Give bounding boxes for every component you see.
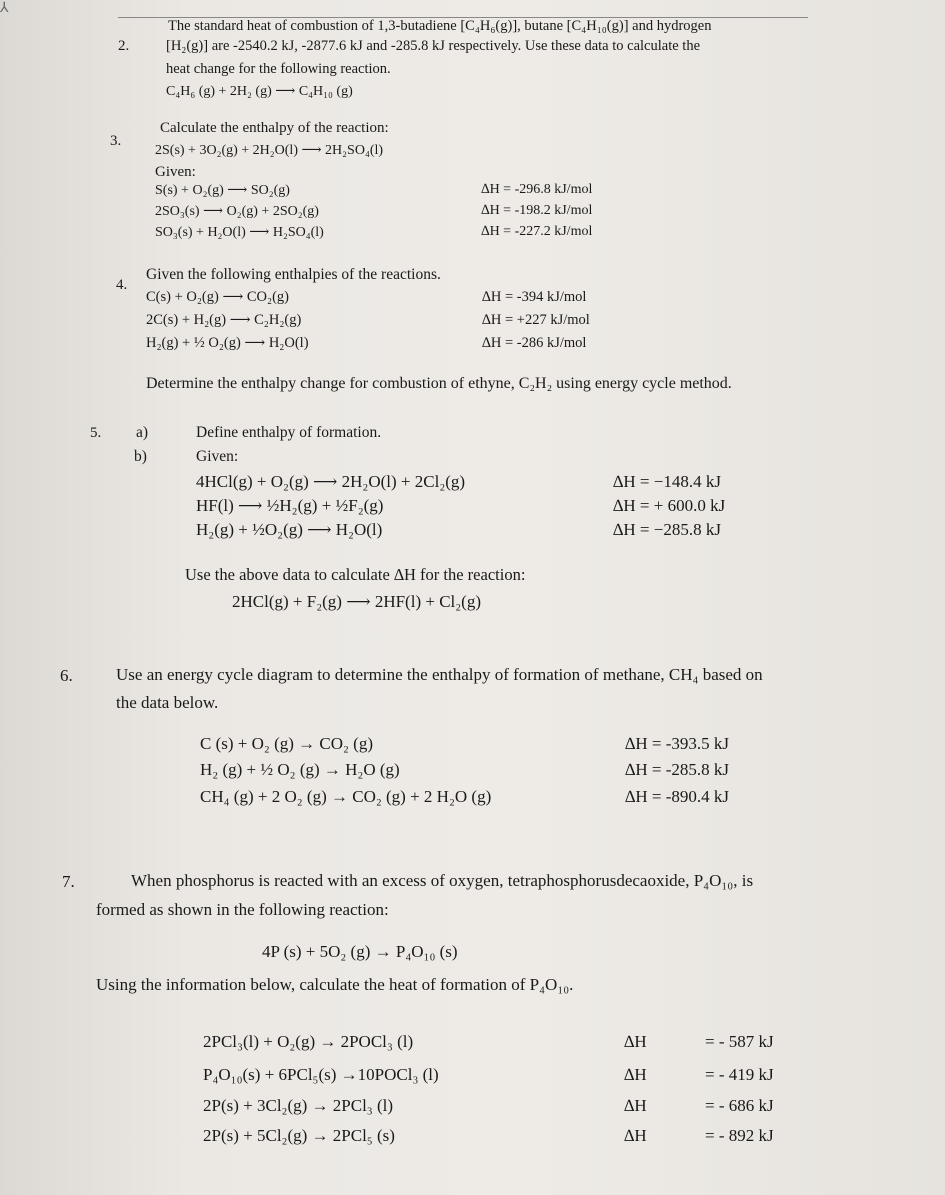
question-number: 4. bbox=[116, 277, 128, 293]
part-a-text: Define enthalpy of formation. bbox=[196, 424, 382, 441]
enthalpy-value: ∆H = +227 kJ/mol bbox=[482, 312, 590, 328]
question-task: Determine the enthalpy change for combustion of ethyne, C₂H₂ using energy cycle method. bbox=[146, 375, 732, 392]
question-task: Using the information below, calculate the heat of formation of P₄O₁₀. bbox=[96, 975, 574, 994]
given-equation: HF(l) ⟶ ½H₂(g) + ½F₂(g) bbox=[196, 496, 384, 515]
given-equation: S(s) + O₂(g) ⟶ SO₂(g) bbox=[155, 183, 290, 198]
question-text-line: formed as shown in the following reaction: bbox=[96, 900, 389, 919]
question-text-line: heat change for the following reaction. bbox=[166, 61, 391, 77]
given-equation: H₂(g) + ½O₂(g) ⟶ H₂O(l) bbox=[196, 520, 383, 539]
question-number: 3. bbox=[110, 133, 122, 149]
enthalpy-value: ∆H = -890.4 kJ bbox=[625, 787, 730, 806]
given-equation: SO₃(s) + H₂O(l) ⟶ H₂SO₄(l) bbox=[155, 225, 324, 240]
enthalpy-value: ∆H = -296.8 kJ/mol bbox=[481, 182, 593, 197]
question-task: Use the above data to calculate ∆H for the reaction: bbox=[185, 565, 526, 584]
question-number: 7. bbox=[62, 872, 75, 891]
enthalpy-value: ∆H = -227.2 kJ/mol bbox=[481, 224, 593, 239]
given-equation: C (s) + O₂ (g) → CO₂ (g) bbox=[200, 734, 374, 753]
reaction-equation: 2HCl(g) + F₂(g) ⟶ 2HF(l) + Cl₂(g) bbox=[232, 592, 481, 611]
given-equation: H₂ (g) + ½ O₂ (g) → H₂O (g) bbox=[200, 760, 400, 779]
question-text-line: When phosphorus is reacted with an excess of oxygen, tetraphosphorusdecaoxide, P₄O₁₀, is bbox=[131, 871, 754, 890]
enthalpy-value: ∆H = −148.4 kJ bbox=[613, 472, 721, 491]
enthalpy-label: ∆H bbox=[624, 1032, 647, 1051]
question-number: 5. bbox=[90, 425, 102, 441]
question-text-line: The standard heat of combustion of 1,3-butadiene [C₄H₆(g)], butane [C₄H₁₀(g)] and hydrogen bbox=[168, 18, 712, 34]
enthalpy-label: ∆H bbox=[624, 1065, 647, 1084]
given-equation: C(s) + O₂(g) ⟶ CO₂(g) bbox=[146, 289, 289, 305]
given-equation: CH₄ (g) + 2 O₂ (g) → CO₂ (g) + 2 H₂O (g) bbox=[200, 787, 492, 806]
enthalpy-value: = - 686 kJ bbox=[705, 1096, 774, 1115]
given-equation: 2C(s) + H₂(g) ⟶ C₂H₂(g) bbox=[146, 312, 302, 328]
given-equation: 2P(s) + 5Cl₂(g) → 2PCl₅ (s) bbox=[203, 1126, 395, 1145]
enthalpy-label: ∆H bbox=[624, 1096, 647, 1115]
given-equation: H₂(g) + ½ O₂(g) ⟶ H₂O(l) bbox=[146, 335, 309, 351]
given-equation: 2SO₃(s) ⟶ O₂(g) + 2SO₂(g) bbox=[155, 204, 319, 219]
question-text-line: [H₂(g)] are -2540.2 kJ, -2877.6 kJ and -285.8 kJ respectively. Use these data to calculate the bbox=[166, 38, 701, 54]
enthalpy-value: ∆H = -286 kJ/mol bbox=[482, 335, 587, 351]
given-label: Given: bbox=[196, 448, 239, 465]
enthalpy-value: ∆H = -198.2 kJ/mol bbox=[481, 203, 593, 218]
enthalpy-value: = - 892 kJ bbox=[705, 1126, 774, 1145]
given-equation: P₄O₁₀(s) + 6PCl₅(s) →10POCl₃ (l) bbox=[203, 1065, 439, 1084]
question-number: 6. bbox=[60, 666, 73, 685]
reaction-equation: C₄H₆ (g) + 2H₂ (g) ⟶ C₄H₁₀ (g) bbox=[166, 84, 353, 99]
part-a-label: a) bbox=[136, 424, 149, 441]
given-equation: 4HCl(g) + O₂(g) ⟶ 2H₂O(l) + 2Cl₂(g) bbox=[196, 472, 466, 491]
question-text-line: Use an energy cycle diagram to determine the enthalpy of formation of methane, CH₄ based on bbox=[116, 665, 763, 684]
given-label: Given: bbox=[155, 164, 196, 180]
enthalpy-value: ∆H = −285.8 kJ bbox=[613, 520, 721, 539]
enthalpy-value: ∆H = + 600.0 kJ bbox=[613, 496, 726, 515]
given-equation: 2P(s) + 3Cl₂(g) → 2PCl₃ (l) bbox=[203, 1096, 394, 1115]
enthalpy-value: = - 419 kJ bbox=[705, 1065, 774, 1084]
question-number: 2. bbox=[118, 38, 130, 54]
part-b-label: b) bbox=[134, 448, 147, 465]
reaction-equation: 2S(s) + 3O₂(g) + 2H₂O(l) ⟶ 2H₂SO₄(l) bbox=[155, 143, 384, 158]
enthalpy-value: = - 587 kJ bbox=[705, 1032, 774, 1051]
edge-mark: ⅄ bbox=[0, 1, 9, 16]
question-text-line: Given the following enthalpies of the reactions. bbox=[146, 266, 441, 283]
enthalpy-value: ∆H = -394 kJ/mol bbox=[482, 289, 587, 305]
question-text-line: Calculate the enthalpy of the reaction: bbox=[160, 120, 389, 136]
enthalpy-label: ∆H bbox=[624, 1126, 647, 1145]
enthalpy-value: ∆H = -285.8 kJ bbox=[625, 760, 730, 779]
question-text-line: the data below. bbox=[116, 693, 219, 712]
reaction-equation: 4P (s) + 5O₂ (g) → P₄O₁₀ (s) bbox=[262, 942, 458, 961]
given-equation: 2PCl₃(l) + O₂(g) → 2POCl₃ (l) bbox=[203, 1032, 414, 1051]
enthalpy-value: ∆H = -393.5 kJ bbox=[625, 734, 730, 753]
